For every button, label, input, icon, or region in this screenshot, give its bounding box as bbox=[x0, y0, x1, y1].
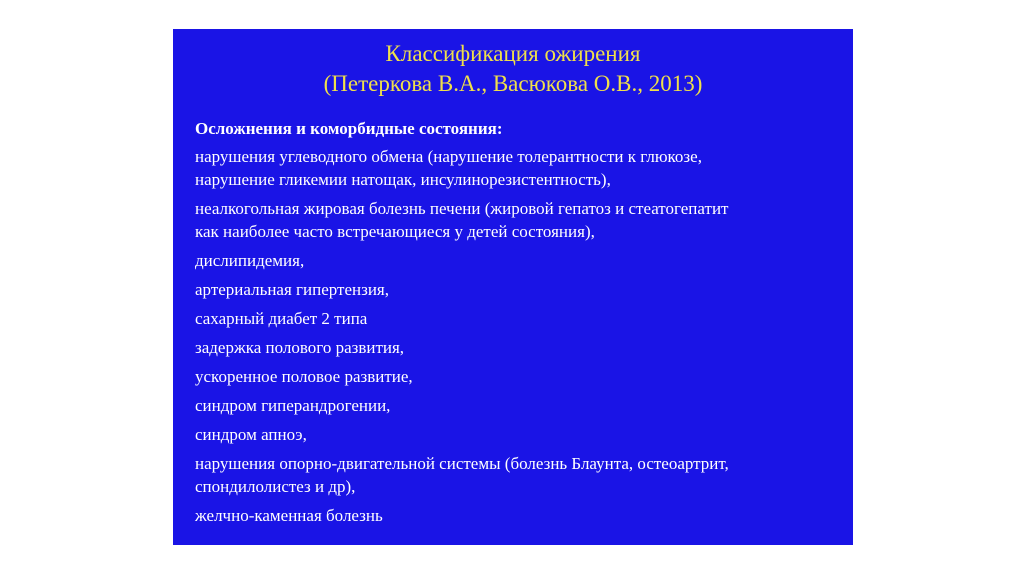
list-item-line: дислипидемия, bbox=[195, 251, 305, 270]
list-item bbox=[195, 307, 845, 330]
list-item bbox=[195, 197, 845, 243]
section-heading: Осложнения и коморбидные состояния: bbox=[195, 119, 503, 138]
list-item-line: синдром апноэ, bbox=[195, 425, 307, 444]
list-item-line: спондилолистез и др), bbox=[195, 477, 356, 496]
list-item bbox=[195, 423, 845, 446]
list-item-line: нарушение гликемии натощак, инсулинорезистентность), bbox=[195, 170, 611, 189]
list-item-line: артериальная гипертензия, bbox=[195, 280, 389, 299]
list-item bbox=[195, 145, 845, 191]
list-item bbox=[195, 394, 845, 417]
list-item-line: синдром гиперандрогении, bbox=[195, 396, 391, 415]
list-item-line: неалкогольная жировая болезнь печени (жировой гепатоз и стеатогепатит bbox=[195, 199, 729, 218]
list-item bbox=[195, 336, 845, 359]
list-item-line: как наиболее часто встречающиеся у детей состояния), bbox=[195, 222, 595, 241]
slide bbox=[173, 29, 853, 545]
slide-title bbox=[173, 39, 853, 99]
list-item bbox=[195, 452, 845, 498]
title-line-1: Классификация ожирения bbox=[385, 41, 641, 66]
list-item bbox=[195, 365, 845, 388]
slide-content bbox=[195, 119, 845, 533]
list-item-line: сахарный диабет 2 типа bbox=[195, 309, 368, 328]
list-item bbox=[195, 249, 845, 272]
title-line-2: (Петеркова В.А., Васюкова О.В., 2013) bbox=[323, 71, 703, 96]
list-item-line: ускоренное половое развитие, bbox=[195, 367, 413, 386]
list-item-line: нарушения углеводного обмена (нарушение толерантности к глюкозе, bbox=[195, 147, 702, 166]
list-item-line: задержка полового развития, bbox=[195, 338, 405, 357]
list-item bbox=[195, 504, 845, 527]
list-item bbox=[195, 278, 845, 301]
list-item-line: желчно-каменная болезнь bbox=[195, 506, 383, 525]
list-item-line: нарушения опорно-двигательной системы (болезнь Блаунта, остеоартрит, bbox=[195, 454, 729, 473]
